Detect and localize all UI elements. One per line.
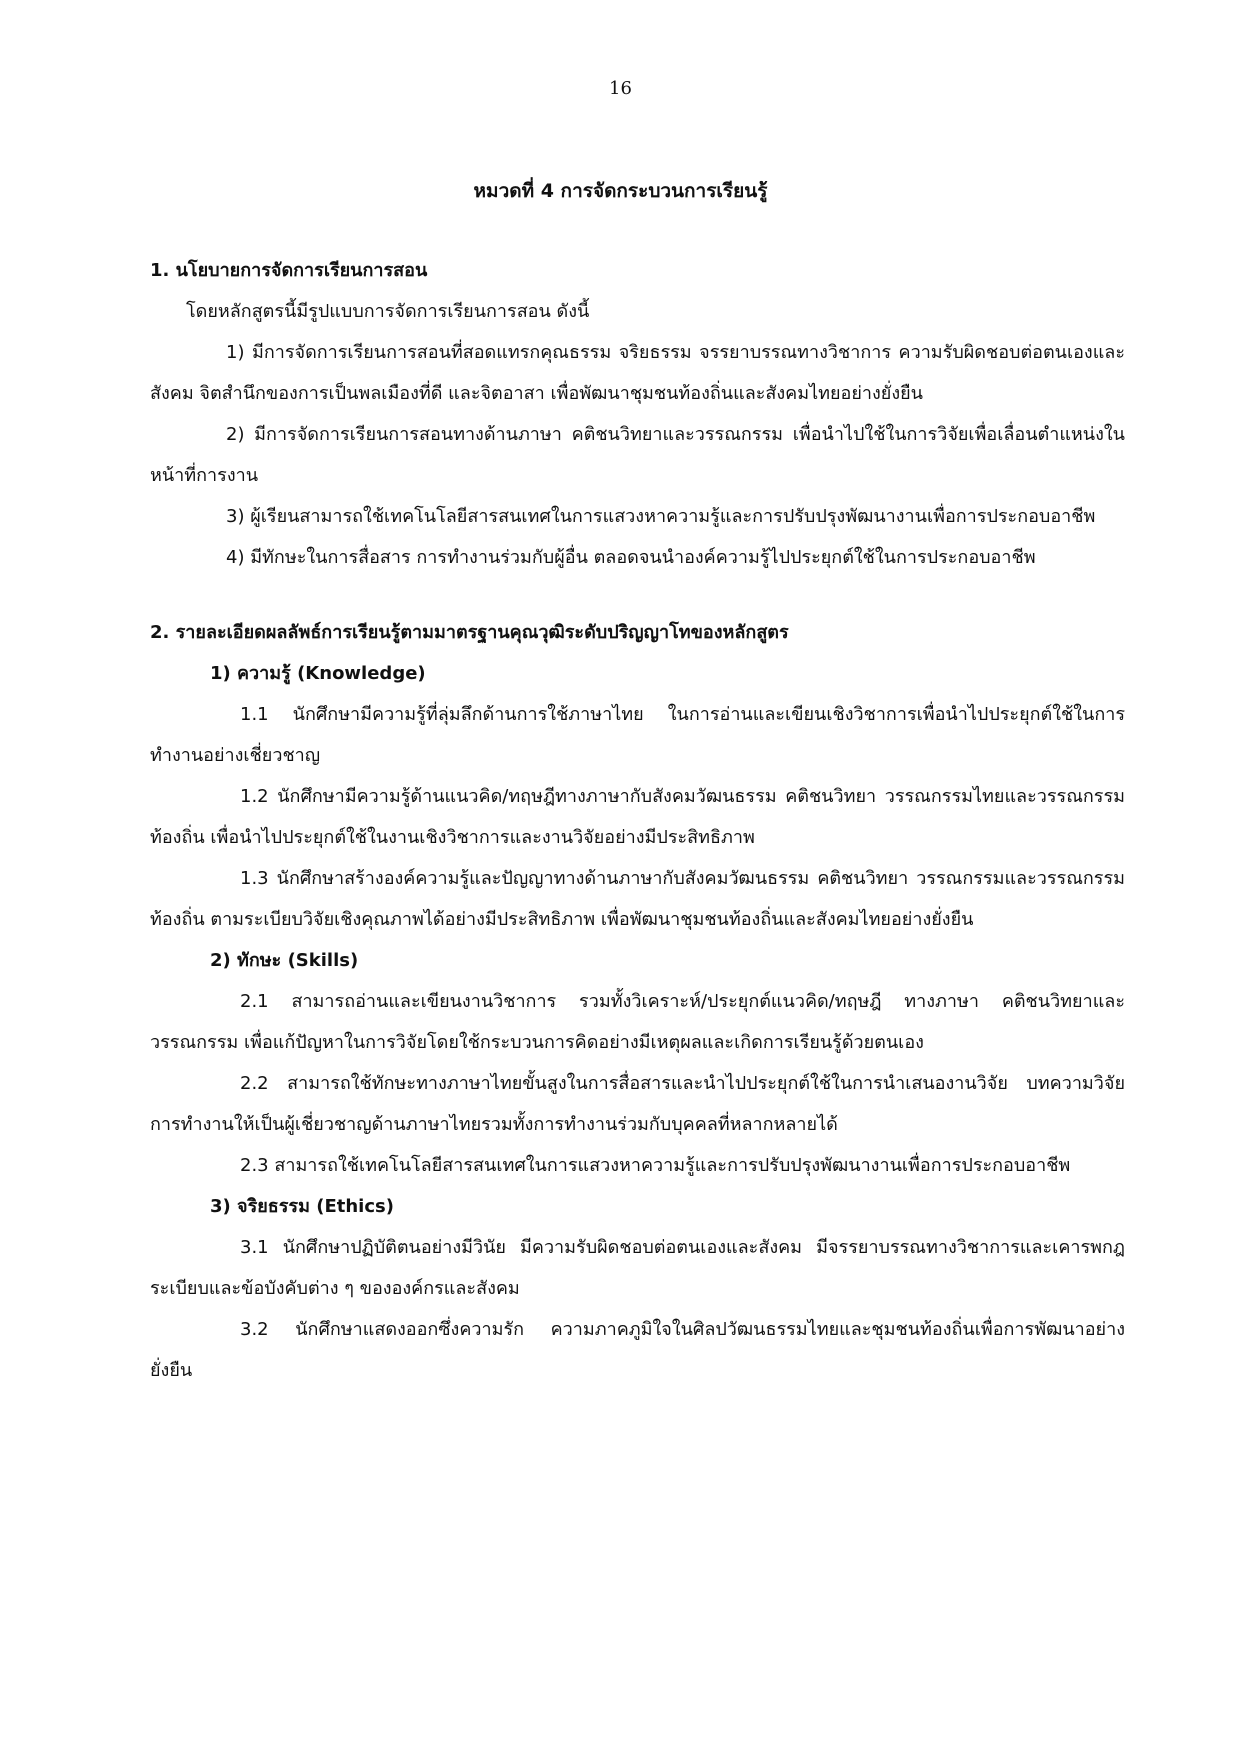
section-heading-policy: 1. นโยบายการจัดการเรียนการสอน (150, 260, 428, 281)
policy-item: 2) มีการจัดการเรียนการสอนทางด้านภาษา คติชนวิทยาและวรรณกรรม เพื่อนำไปใช้ในการวิจัยเพื่อเลื่อนตำแหน่งในหน้าที่การงาน (150, 424, 1125, 486)
document-body (150, 250, 1125, 1391)
policy-item: 3) ผู้เรียนสามารถใช้เทคโนโลยีสารสนเทศในการแสวงหาความรู้และการปรับปรุงพัฒนางานเพื่อการประกอบอาชีพ (226, 506, 1096, 527)
knowledge-item: 1.2 นักศึกษามีความรู้ด้านแนวคิด/ทฤษฎีทางภาษากับสังคมวัฒนธรรม คติชนวิทยา วรรณกรรมไทยและวรรณกรรมท้องถิ่น เพื่อนำไปประยุกต์ใช้ในงานเชิงวิชาการและงานวิจัยอย่างมีประสิทธิภาพ (150, 786, 1125, 848)
skills-item: 2.1 สามารถอ่านและเขียนงานวิชาการ รวมทั้งวิเคราะห์/ประยุกต์แนวคิด/ทฤษฎี ทางภาษา คติชนวิทยาและวรรณกรรม เพื่อแก้ปัญหาในการวิจัยโดยใช้กระบวนการคิดอย่างมีเหตุผลและเกิดการเรียนรู้ด้วยตนเอง (150, 991, 1125, 1053)
policy-item: 1) มีการจัดการเรียนการสอนที่สอดแทรกคุณธรรม จริยธรรม จรรยาบรรณทางวิชาการ ความรับผิดชอบต่อตนเองและสังคม จิตสำนึกของการเป็นพลเมืองที่ดี และจิตอาสา เพื่อพัฒนาชุมชนท้องถิ่นและสังคมไทยอย่างยั่งยืน (150, 342, 1125, 404)
section-learning-outcomes (150, 612, 1125, 1391)
ethics-item: 3.1 นักศึกษาปฏิบัติตนอย่างมีวินัย มีความรับผิดชอบต่อตนเองและสังคม มีจรรยาบรรณทางวิชาการและเคารพกฎระเบียบและข้อบังคับต่าง ๆ ขององค์กรและสังคม (150, 1237, 1125, 1299)
knowledge-item: 1.1 นักศึกษามีความรู้ที่ลุ่มลึกด้านการใช้ภาษาไทย ในการอ่านและเขียนเชิงวิชาการเพื่อนำไปประยุกต์ใช้ในการทำงานอย่างเชี่ยวชาญ (150, 704, 1125, 766)
skills-item: 2.2 สามารถใช้ทักษะทางภาษาไทยขั้นสูงในการสื่อสารและนำไปประยุกต์ใช้ในการนำเสนองานวิจัย บทความวิจัย การทำงานให้เป็นผู้เชี่ยวชาญด้านภาษาไทยรวมทั้งการทำงานร่วมกับบุคคลที่หลากหลายได้ (150, 1073, 1125, 1135)
ethics-item: 3.2 นักศึกษาแสดงออกซึ่งความรัก ความภาคภูมิใจในศิลปวัฒนธรรมไทยและชุมชนท้องถิ่นเพื่อการพัฒนาอย่างยั่งยืน (150, 1319, 1125, 1381)
policy-item: 4) มีทักษะในการสื่อสาร การทำงานร่วมกับผู้อื่น ตลอดจนนำองค์ความรู้ไปประยุกต์ใช้ในการประกอบอาชีพ (226, 547, 1036, 568)
section-heading-outcomes: 2. รายละเอียดผลลัพธ์การเรียนรู้ตามมาตรฐานคุณวุฒิระดับปริญญาโทของหลักสูตร (150, 622, 789, 643)
skills-item: 2.3 สามารถใช้เทคโนโลยีสารสนเทศในการแสวงหาความรู้และการปรับปรุงพัฒนางานเพื่อการประกอบอาชีพ (240, 1155, 1071, 1176)
knowledge-item: 1.3 นักศึกษาสร้างองค์ความรู้และปัญญาทางด้านภาษากับสังคมวัฒนธรรม คติชนวิทยา วรรณกรรมและวรรณกรรมท้องถิ่น ตามระเบียบวิจัยเชิงคุณภาพได้อย่างมีประสิทธิภาพ เพื่อพัฒนาชุมชนท้องถิ่นและสังคมไทยอย่างยั่งยืน (150, 868, 1125, 930)
section-intro: โดยหลักสูตรนี้มีรูปแบบการจัดการเรียนการสอน ดังนี้ (186, 301, 590, 322)
subheading-skills: 2) ทักษะ (Skills) (210, 950, 359, 971)
chapter-title: หมวดที่ 4 การจัดกระบวนการเรียนรู้ (473, 180, 768, 202)
subheading-ethics: 3) จริยธรรม (Ethics) (210, 1196, 394, 1217)
section-policy (150, 250, 1125, 578)
page-number: 16 (609, 78, 632, 99)
subheading-knowledge: 1) ความรู้ (Knowledge) (210, 663, 426, 684)
